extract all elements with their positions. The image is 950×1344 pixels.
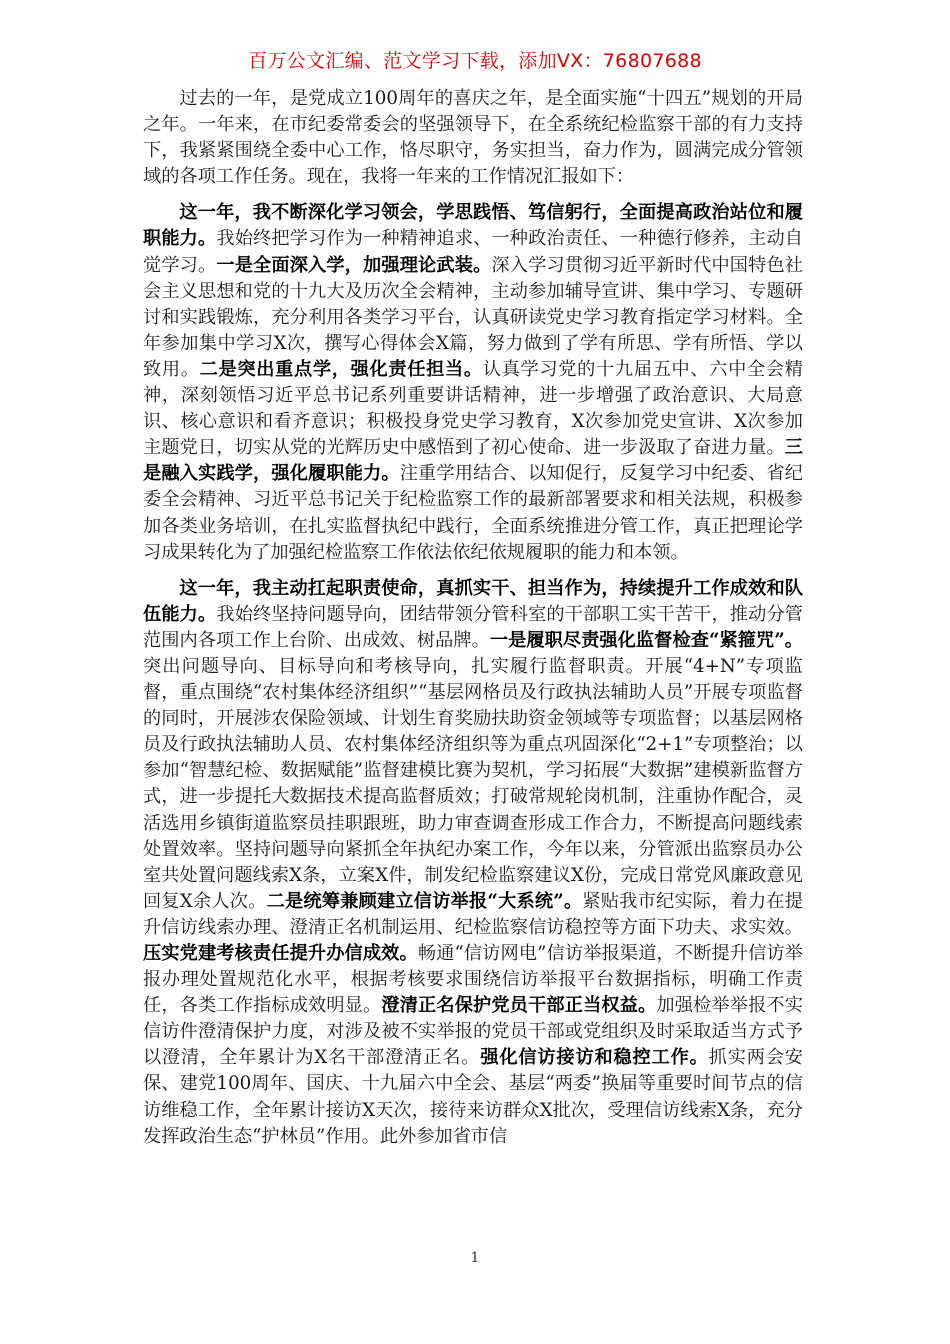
document-body bbox=[143, 86, 803, 1160]
bold-heading-run: 三是融入实践学，强化履职能力。 bbox=[143, 437, 803, 485]
text-run: 认真学习党的十九届五中、六中全会精神，深刻领悟习近平总书记系列重要讲话精神，进一步增强了政治意识、大局意识、核心意识和看齐意识；积极投身党史学习教育，X次参加党史宣讲、X次参加主题党日，切实从党的光辉历史中感悟到了初心使命、进一步汲取了奋进力量。 bbox=[143, 358, 803, 459]
watermark-banner: 百万公文汇编、范文学习下载，添加VX：76807688 bbox=[248, 50, 702, 72]
text-run: 深入学习贯彻习近平新时代中国特色社会主义思想和党的十九大及历次全会精神，主动参加辅导宣讲、集中学习、专题研讨和实践锻炼，充分利用各类学习平台，认真研读党史学习教育指定学习材料。全年参加集中学习X次，撰写心得体会X篇，努力做到了学有所思、学有所悟、学以致用。 bbox=[143, 254, 803, 380]
text-run: 注重学用结合、以知促行，反复学习中纪委、省纪委全会精神、习近平总书记关于纪检监察工作的最新部署要求和相关法规，积极参加各类业务培训，在扎实监督执纪中践行，全面系统推进分管工作，真正把理论学习成果转化为了加强纪检监察工作依法依纪依规履职的能力和本领。 bbox=[143, 463, 803, 563]
text-run: 加强检举举报不实信访件澄清保护力度，对涉及被不实举报的党员干部或党组织及时采取适当方式予以澄清，全年累计为X名干部澄清正名。 bbox=[143, 995, 803, 1069]
page-number: 1 bbox=[470, 1250, 480, 1266]
bold-heading-run: 二是突出重点学，强化责任担当。 bbox=[199, 358, 483, 380]
bold-heading-run: 一是履职尽责强化监督检查“紧箍咒”。 bbox=[489, 629, 803, 651]
text-run: 过去的一年，是党成立100周年的喜庆之年，是全面实施“十四五”规划的开局之年。一年来，在市纪委常委会的坚强领导下，在全系统纪检监察干部的有力支持下，我紧紧围绕全委中心工作，恪尽职守，务实担当，奋力作为，圆满完成分管领域的各项工作任务。现在，我将一年来的工作情况汇报如下： bbox=[143, 88, 803, 188]
bold-heading-run: 二是统筹兼顾建立信访举报“大系统”。 bbox=[266, 890, 583, 912]
bold-heading-run: 压实党建考核责任提升办信成效。 bbox=[143, 943, 418, 964]
paragraph-duty bbox=[143, 576, 803, 1150]
bold-heading-run: 强化信访接访和稳控工作。 bbox=[480, 1047, 709, 1069]
text-run: 畅通“信访网电”信访举报渠道，不断提升信访举报办理处置规范化水平，根据考核要求围绕信访举报平台数据指标，明确工作责任，各类工作指标成效明显。 bbox=[143, 943, 803, 1017]
text-run: 突出问题导向、目标导向和考核导向，扎实履行监督职责。开展“4+N”专项监督，重点围绕“农村集体经济组织”“基层网格员及行政执法辅助人员”开展专项监督的同时，开展涉农保险领域、计划生育奖励扶助资金领域等专项监督；以基层网格员及行政执法辅助人员、农村集体经济组织等为重点巩固深化“2+1”专项整治；以参加“智慧纪检、数据赋能”监督建模比赛为契机，学习拓展“大数据”建模新监督方式，进一步提托大数据技术提高监督质效；打破常规轮岗机制，注重协作配合，灵活选用乡镇街道监察员挂职跟班，助力审查调查形成工作合力，不断提高问题线索处置效率。坚持问题导向紧抓全年执纪办案工作，今年以来，分管派出监察员办公室共处置问题线索X条，立案X件，制发纪检监察建议X份，完成日常党风廉政意见回复X余人次。 bbox=[143, 655, 803, 912]
text-run: 抓实两会安保、建党100周年、国庆、十九届六中全会、基层“两委”换届等重要时间节点的信访维稳工作，全年累计接访X天次，接待来访群众X批次，受理信访线索X条，充分发挥政治生态“护林员”作用。此外参加省市信 bbox=[143, 1047, 803, 1147]
paragraph-study bbox=[143, 200, 803, 565]
text-run: 我始终坚持问题导向，团结带领分管科室的干部职工实干苦干，推动分管范围内各项工作上台阶、出成效、树品牌。 bbox=[143, 603, 803, 651]
bold-heading-run: 这一年，我主动扛起职责使命，真抓实干、担当作为，持续提升工作成效和队伍能力。 bbox=[143, 577, 803, 625]
text-run: 我始终把学习作为一种精神追求、一种政治责任、一种德行修养，主动自觉学习。 bbox=[143, 228, 803, 276]
bold-heading-run: 这一年，我不断深化学习领会，学思践悟、笃信躬行，全面提高政治站位和履职能力。 bbox=[143, 202, 803, 250]
paragraph-intro bbox=[143, 86, 803, 190]
text-run: 紧贴我市纪实际，着力在提升信访线索办理、澄清正名机制运用、纪检监察信访稳控等方面下功夫、求实效。 bbox=[143, 890, 803, 938]
bold-heading-run: 一是全面深入学，加强理论武装。 bbox=[216, 254, 492, 276]
bold-heading-run: 澄清正名保护党员干部正当权益。 bbox=[381, 995, 657, 1017]
